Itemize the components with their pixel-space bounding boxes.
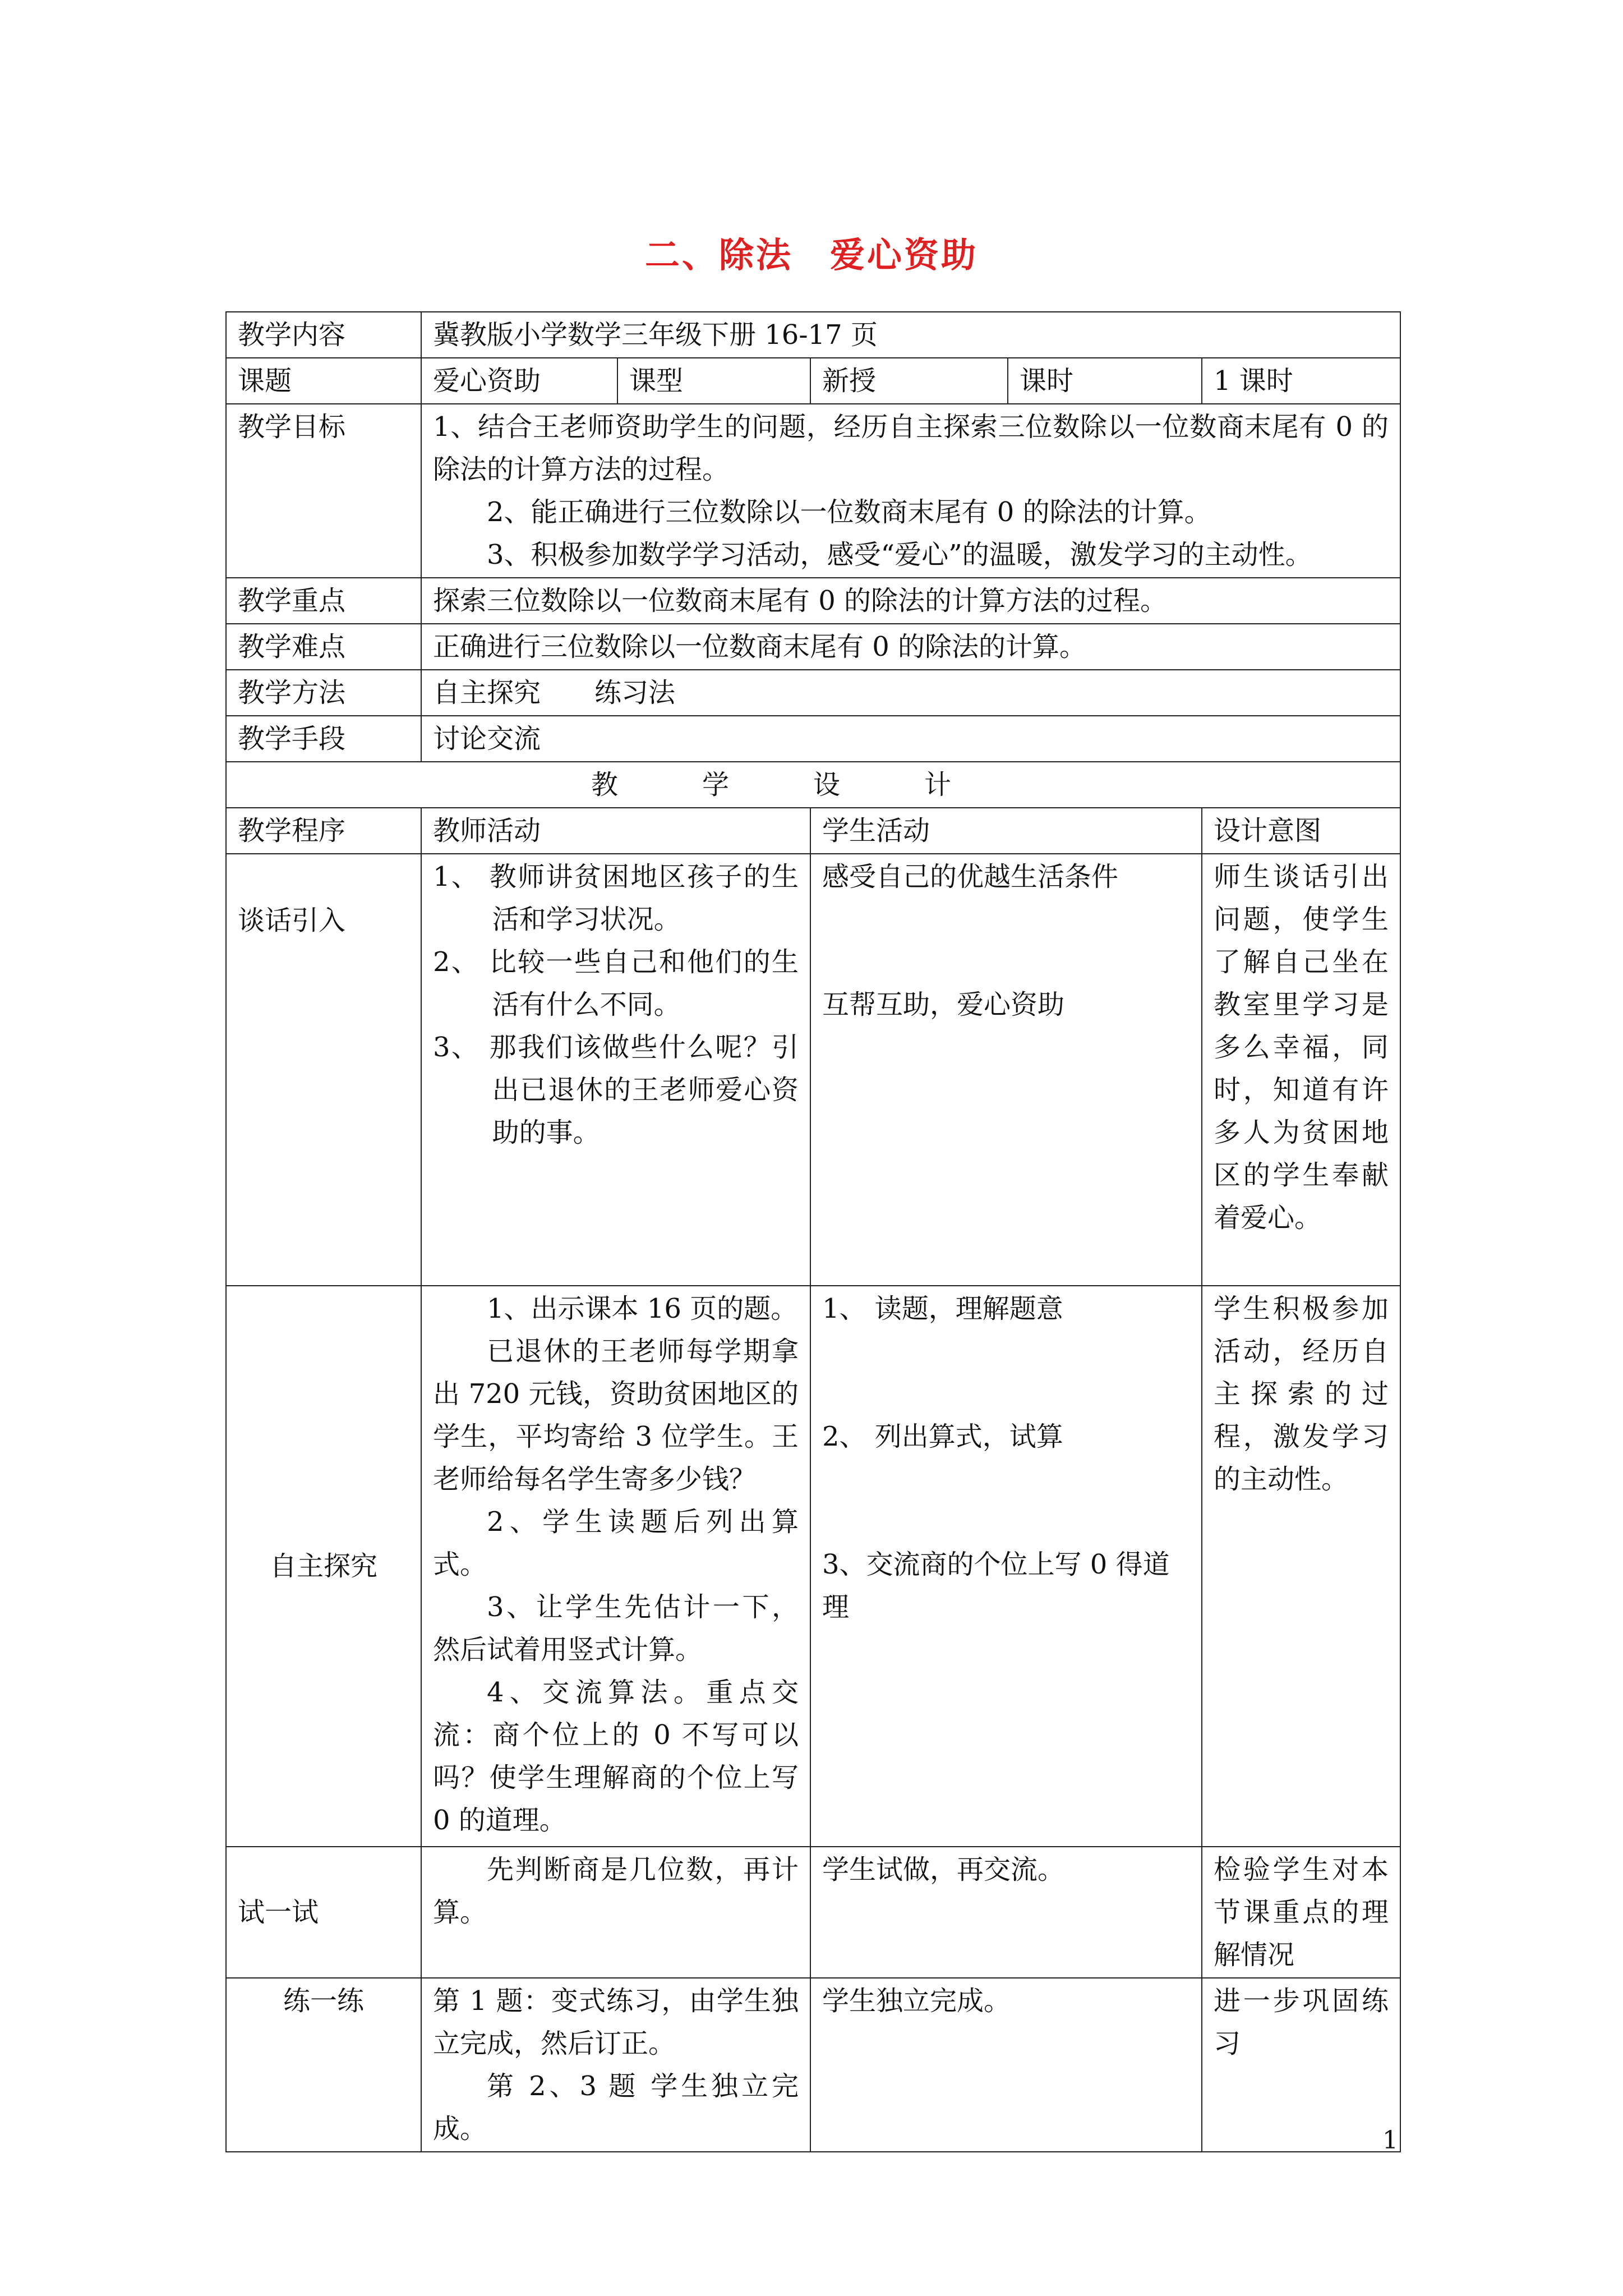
row-topic <box>226 358 1400 404</box>
key-value: 探索三位数除以一位数商末尾有 0 的除法的计算方法的过程。 <box>421 578 1400 624</box>
teacher-activity <box>421 1286 810 1847</box>
teacher-step: 1、 教师讲贫困地区孩子的生活和学习状况。 <box>433 861 799 935</box>
topic-label: 课题 <box>226 358 421 404</box>
teacher-step: 4、交流算法。重点交流：商个位上的 0 不写可以吗？使学生理解商的个位上写 0 的道理。 <box>433 1677 799 1836</box>
col-student: 学生活动 <box>810 808 1202 854</box>
student-step: 互帮互助，爱心资助 <box>822 989 1065 1020</box>
difficulty-value: 正确进行三位数除以一位数商末尾有 0 的除法的计算。 <box>421 624 1400 670</box>
section-name: 试一试 <box>226 1847 421 1978</box>
teacher-step: 2、学生读题后列出算式。 <box>433 1506 799 1580</box>
row-column-headers <box>226 808 1400 854</box>
section-name: 谈话引入 <box>226 854 421 1286</box>
hours-label: 课时 <box>1008 358 1202 404</box>
teacher-step: 第 1 题：变式练习，由学生独立完成，然后订正。 <box>433 1985 799 2059</box>
student-activity <box>810 854 1202 1286</box>
student-step: 感受自己的优越生活条件 <box>822 861 1119 892</box>
difficulty-label: 教学难点 <box>226 624 421 670</box>
hours-value: 1 课时 <box>1202 358 1400 404</box>
student-step: 3、交流商的个位上写 0 得道理 <box>822 1549 1170 1623</box>
type-label: 课型 <box>617 358 810 404</box>
type-value: 新授 <box>810 358 1008 404</box>
design-intent: 进一步巩固练习 <box>1202 1978 1400 2152</box>
row-design-heading <box>226 762 1400 808</box>
teacher-step: 第 2、3 题 学生独立完成。 <box>433 2070 799 2145</box>
key-label: 教学重点 <box>226 578 421 624</box>
goals-label: 教学目标 <box>226 404 421 578</box>
row-section-practice <box>226 1978 1400 2152</box>
means-label: 教学手段 <box>226 716 421 762</box>
teacher-step: 3、 那我们该做些什么呢？引出已退休的王老师爱心资助的事。 <box>433 1032 799 1148</box>
means-value: 讨论交流 <box>421 716 1400 762</box>
teacher-activity <box>421 1978 810 2152</box>
student-step: 2、 列出算式，试算 <box>822 1421 1063 1452</box>
row-key <box>226 578 1400 624</box>
page-title: 二、除法 爱心资助 <box>644 234 978 275</box>
teacher-step: 已退休的王老师每学期拿出 720 元钱，资助贫困地区的学生，平均寄给 3 位学生。王老师给每名学生寄多少钱？ <box>433 1336 799 1495</box>
student-step: 1、 读题，理解题意 <box>822 1293 1063 1324</box>
row-content <box>226 312 1400 358</box>
topic-value: 爱心资助 <box>421 358 617 404</box>
student-activity: 学生试做，再交流。 <box>810 1847 1202 1978</box>
row-method <box>226 670 1400 716</box>
section-name: 自主探究 <box>226 1286 421 1847</box>
col-procedure: 教学程序 <box>226 808 421 854</box>
teacher-step: 1、出示课本 16 页的题。 <box>487 1293 798 1324</box>
goal-1: 1、结合王老师资助学生的问题，经历自主探索三位数除以一位数商末尾有 0 的除法的计算方法的过程。 <box>433 411 1389 485</box>
student-activity: 学生独立完成。 <box>810 1978 1202 2152</box>
content-value: 冀教版小学数学三年级下册 16-17 页 <box>421 312 1400 358</box>
row-section-explore <box>226 1286 1400 1847</box>
page-number: 1 <box>1382 2126 1398 2155</box>
design-intent: 学生积极参加活动，经历自主探索的过程，激发学习的主动性。 <box>1202 1286 1400 1847</box>
row-means <box>226 716 1400 762</box>
teacher-step: 2、 比较一些自己和他们的生活有什么不同。 <box>433 946 799 1020</box>
col-intent: 设计意图 <box>1202 808 1400 854</box>
row-goals <box>226 404 1400 578</box>
design-intent: 师生谈话引出问题，使学生了解自己坐在教室里学习是多么幸福，同时，知道有许多人为贫困地区的学生奉献着爱心。 <box>1202 854 1400 1286</box>
section-name: 练一练 <box>226 1978 421 2152</box>
content-label: 教学内容 <box>226 312 421 358</box>
lesson-plan-table <box>225 311 1401 2152</box>
design-intent: 检验学生对本节课重点的理解情况 <box>1202 1847 1400 1978</box>
row-section-intro <box>226 854 1400 1286</box>
method-value: 自主探究 练习法 <box>421 670 1400 716</box>
col-teacher: 教师活动 <box>421 808 810 854</box>
teacher-step: 3、让学生先估计一下，然后试着用竖式计算。 <box>433 1591 799 1665</box>
teacher-activity: 先判断商是几位数，再计算。 <box>421 1847 810 1978</box>
goal-2: 2、能正确进行三位数除以一位数商末尾有 0 的除法的计算。 <box>487 496 1211 528</box>
goals-cell <box>421 404 1400 578</box>
design-heading: 教学设计 <box>226 762 1400 808</box>
goal-3: 3、积极参加数学学习活动，感受“爱心”的温暖，激发学习的主动性。 <box>487 539 1312 570</box>
row-section-try <box>226 1847 1400 1978</box>
teacher-activity <box>421 854 810 1286</box>
method-label: 教学方法 <box>226 670 421 716</box>
student-activity <box>810 1286 1202 1847</box>
row-difficulty <box>226 624 1400 670</box>
